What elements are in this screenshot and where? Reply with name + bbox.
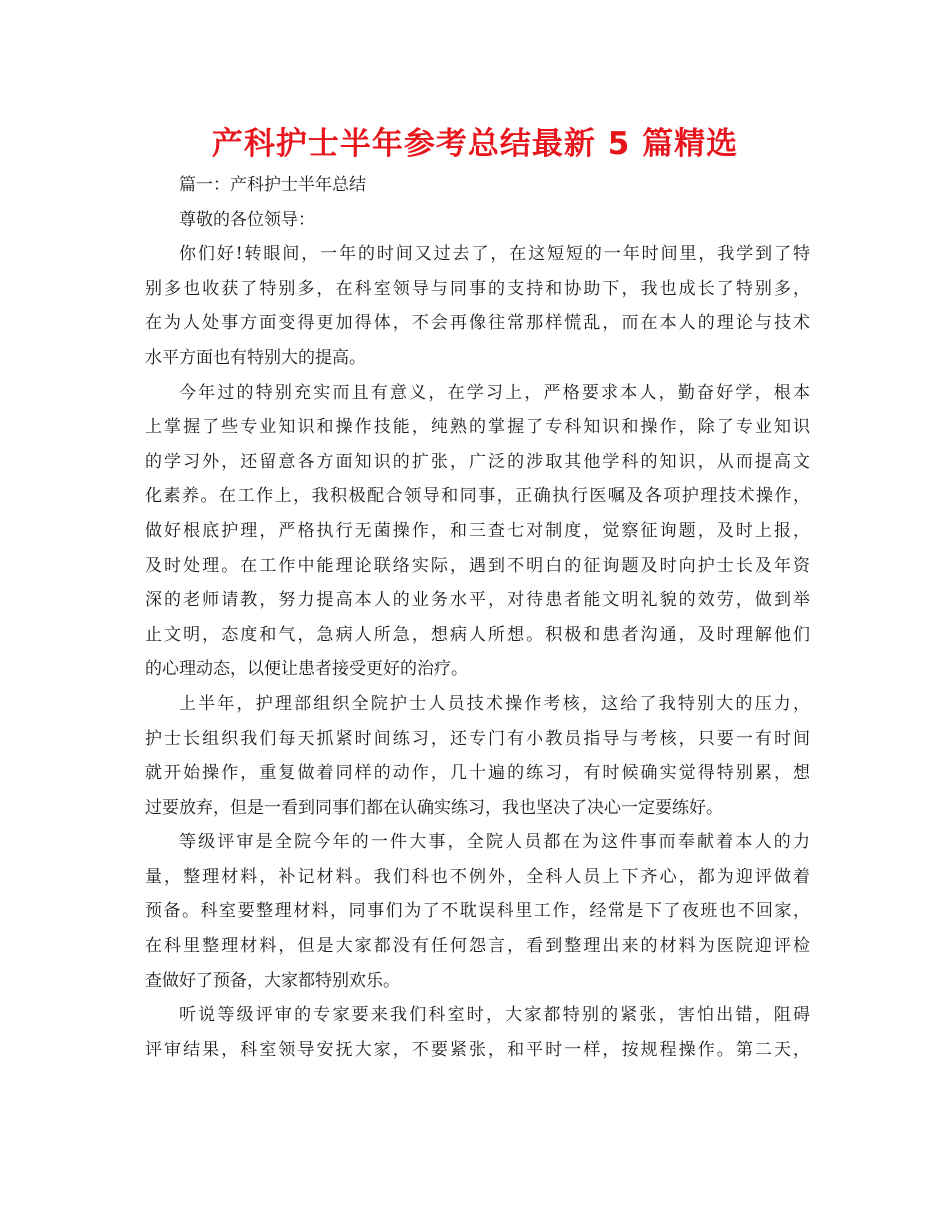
body-line: 预备。科室要整理材料，同事们为了不耽误科里工作，经常是下了夜班也不回家， xyxy=(145,901,810,922)
body-line: 等级评审是全院今年的一件大事，全院人员都在为这件事而奉献着本人的力 xyxy=(179,832,810,853)
body-line: 的学习外，还留意各方面知识的扩张，广泛的涉取其他学科的知识，从而提高文 xyxy=(145,451,810,472)
body-line: 水平方面也有特别大的提高。 xyxy=(145,347,366,368)
body-line: 在为人处事方面变得更加得体，不会再像往常那样慌乱，而在本人的理论与技术 xyxy=(145,313,810,334)
document-title: 产科护士半年参考总结最新 5 篇精选 xyxy=(211,126,739,162)
body-line: 你们好!转眼间，一年的时间又过去了，在这短短的一年时间里，我学到了特 xyxy=(179,244,810,265)
document-body xyxy=(145,168,810,1067)
body-line: 护士长组织我们每天抓紧时间练习，还专门有小教员指导与考核，只要一有时间 xyxy=(145,728,810,749)
body-line: 评审结果，科室领导安抚大家，不要紧张，和平时一样，按规程操作。第二天， xyxy=(145,1039,810,1060)
body-line: 别多也收获了特别多，在科室领导与同事的支持和协助下，我也成长了特别多， xyxy=(145,278,810,299)
body-line: 及时处理。在工作中能理论联络实际，遇到不明白的征询题及时向护士长及年资 xyxy=(145,555,810,576)
body-line: 过要放弃，但是一看到同事们都在认确实练习，我也坚决了决心一定要练好。 xyxy=(145,797,723,818)
body-line: 上掌握了些专业知识和操作技能，纯熟的掌握了专科知识和操作，除了专业知识 xyxy=(145,417,810,438)
body-line: 听说等级评审的专家要来我们科室时，大家都特别的紧张，害怕出错，阻碍 xyxy=(179,1005,810,1026)
body-line: 的心理动态，以便让患者接受更好的治疗。 xyxy=(145,659,468,680)
body-line: 在科里整理材料，但是大家都没有任何怨言，看到整理出来的材料为医院迎评检 xyxy=(145,936,810,957)
body-line: 篇一：产科护士半年总结 xyxy=(179,175,366,195)
body-line: 查做好了预备，大家都特别欢乐。 xyxy=(145,970,400,991)
body-line: 化素养。在工作上，我积极配合领导和同事，正确执行医嘱及各项护理技术操作， xyxy=(145,486,810,507)
body-line: 深的老师请教，努力提高本人的业务水平，对待患者能文明礼貌的效劳，做到举 xyxy=(145,590,810,611)
body-line: 上半年，护理部组织全院护士人员技术操作考核，这给了我特别大的压力， xyxy=(179,693,810,714)
body-line: 尊敬的各位领导： xyxy=(179,209,315,230)
body-line: 做好根底护理，严格执行无菌操作，和三查七对制度，觉察征询题，及时上报， xyxy=(145,520,810,541)
body-line: 量，整理材料，补记材料。我们科也不例外，全科人员上下齐心，都为迎评做着 xyxy=(145,866,810,887)
body-line: 今年过的特别充实而且有意义，在学习上，严格要求本人，勤奋好学，根本 xyxy=(179,382,810,403)
body-line: 就开始操作，重复做着同样的动作，几十遍的练习，有时候确实觉得特别累，想 xyxy=(145,763,810,784)
body-line: 止文明，态度和气，急病人所急，想病人所想。积极和患者沟通，及时理解他们 xyxy=(145,624,810,645)
